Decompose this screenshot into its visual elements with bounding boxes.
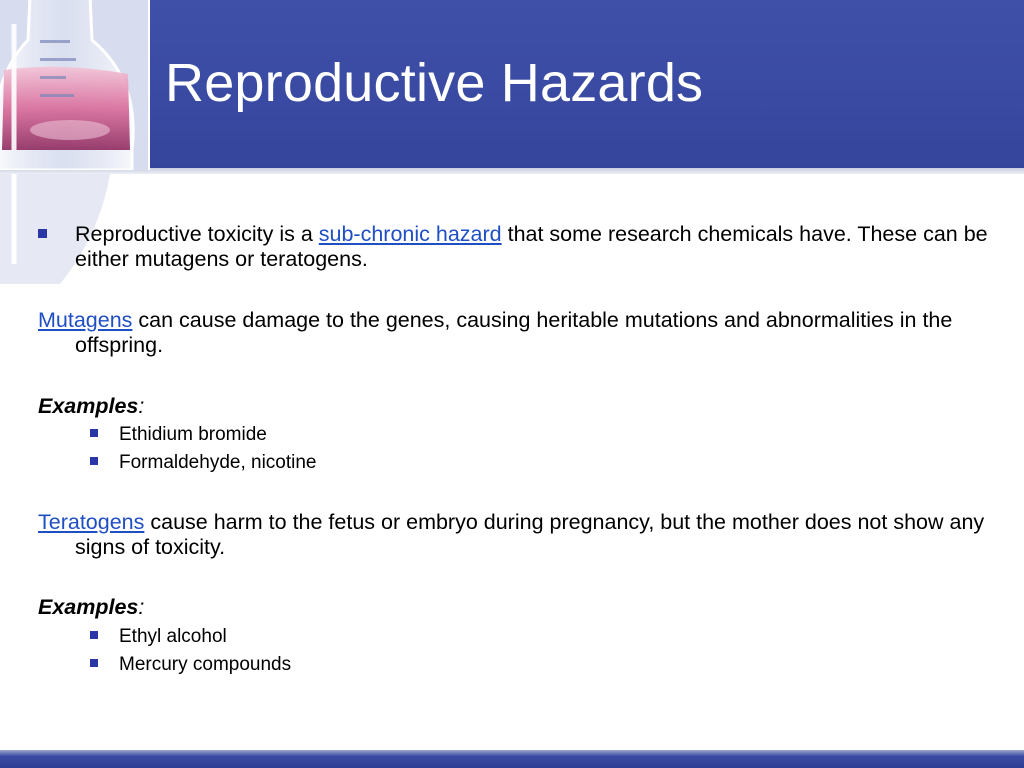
- example-text: Ethyl alcohol: [119, 626, 227, 647]
- teratogens-examples-list: [90, 623, 291, 679]
- mutagens-link[interactable]: Mutagens: [38, 308, 133, 332]
- mutagens-examples-list: [90, 421, 317, 477]
- examples-colon: :: [138, 595, 145, 619]
- footer-bar: [0, 750, 1024, 768]
- example-text: Mercury compounds: [119, 654, 292, 675]
- square-bullet-icon: [38, 229, 47, 238]
- square-bullet-icon: [90, 429, 98, 437]
- example-text: Formaldehyde, nicotine: [119, 452, 317, 473]
- teratogens-text: cause harm to the fetus or embryo during pregnancy, but the mother does not show any signs of toxicity.: [75, 510, 985, 559]
- slide-title: Reproductive Hazards: [165, 53, 704, 113]
- examples-label: Examples: [38, 595, 139, 619]
- teratogens-examples-heading: [38, 595, 144, 620]
- list-item: [90, 651, 291, 679]
- list-item: [90, 421, 317, 449]
- list-item: [90, 449, 317, 477]
- mutagens-examples-heading: [38, 394, 144, 419]
- example-text: Ethidium bromide: [119, 424, 267, 445]
- teratogens-paragraph: [38, 510, 995, 560]
- examples-label: Examples: [38, 394, 139, 418]
- square-bullet-icon: [90, 659, 98, 667]
- intro-paragraph: [38, 222, 995, 272]
- mutagens-paragraph: [38, 308, 995, 358]
- sub-chronic-hazard-link[interactable]: sub-chronic hazard: [318, 222, 502, 246]
- intro-text-after: that some research chemicals have. These can be either mutagens or teratogens.: [75, 222, 988, 271]
- teratogens-link[interactable]: Teratogens: [38, 510, 145, 534]
- mutagens-text: can cause damage to the genes, causing heritable mutations and abnormalities in the offspring.: [75, 308, 953, 357]
- examples-colon: :: [138, 394, 145, 418]
- intro-text-before: Reproductive toxicity is a: [75, 222, 319, 246]
- square-bullet-icon: [90, 631, 98, 639]
- list-item: [90, 623, 291, 651]
- square-bullet-icon: [90, 457, 98, 465]
